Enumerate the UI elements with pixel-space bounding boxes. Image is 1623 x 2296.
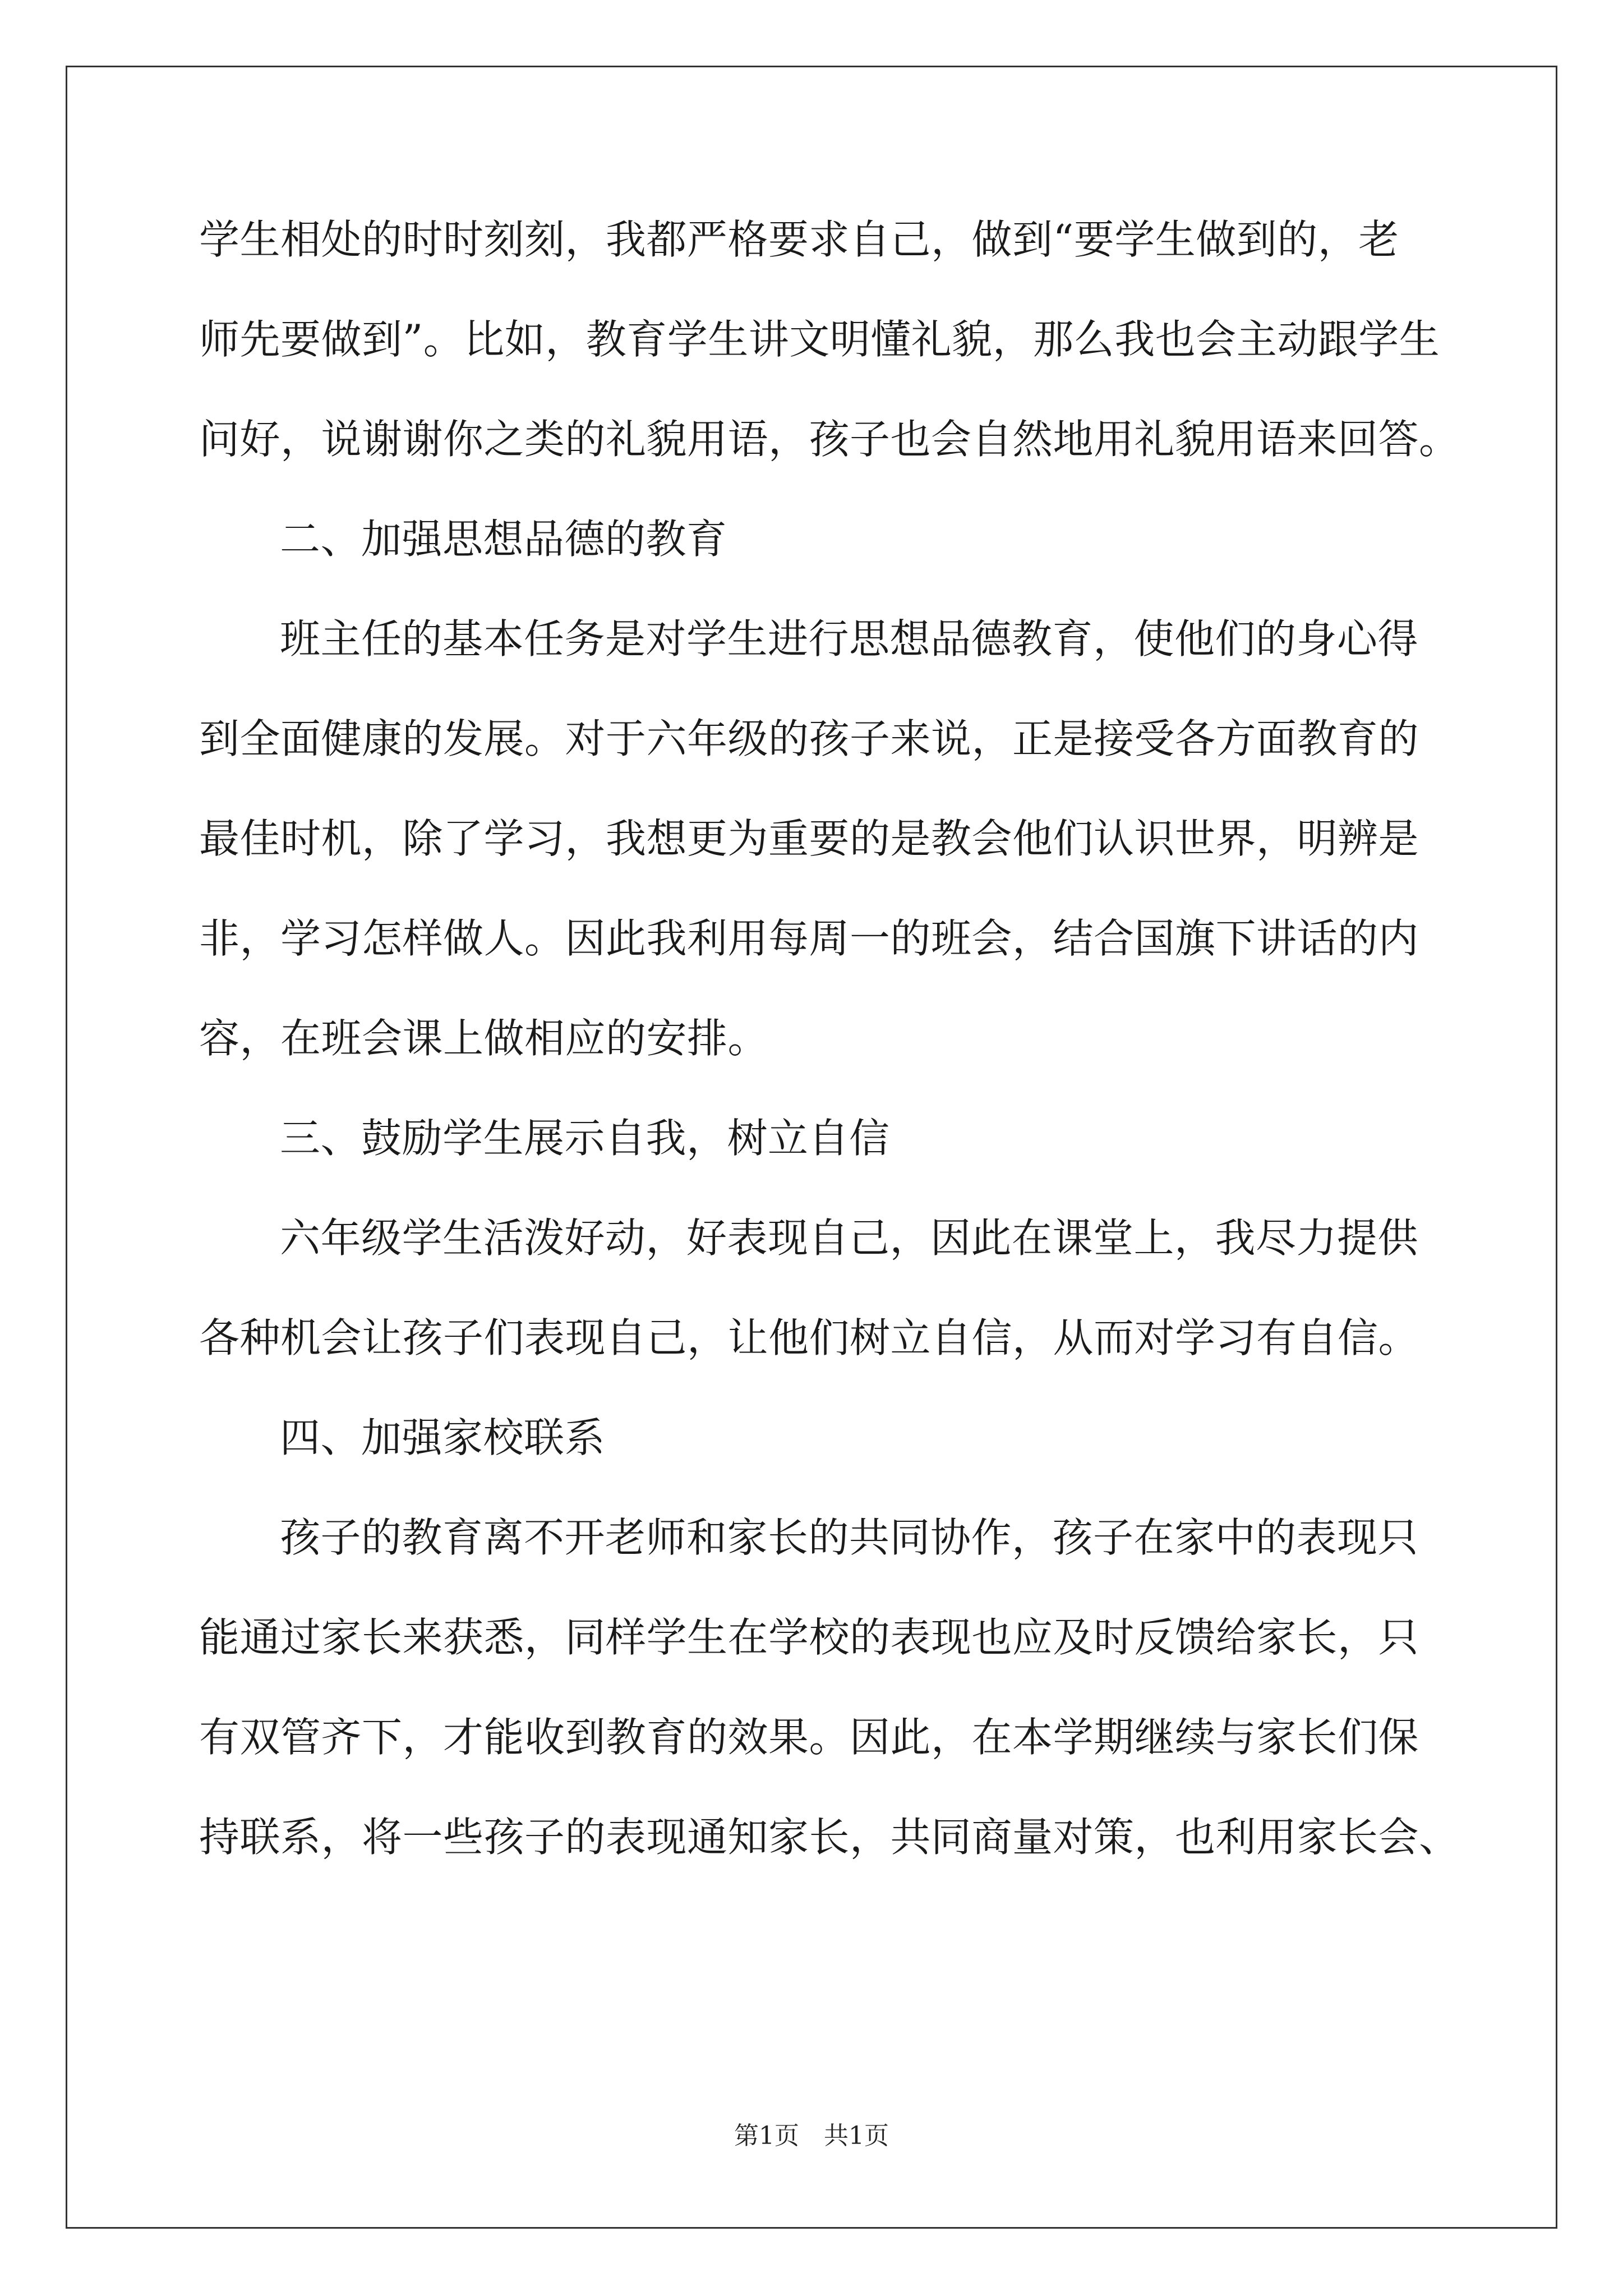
page-footer: 第1页 共1页	[734, 2122, 889, 2150]
text-line: 孩子的教育离不开老师和家长的共同协作，孩子在家中的表现只	[280, 1514, 1419, 1561]
text-line: 能通过家长来获悉，同样学生在学校的表现也应及时反馈给家长，只	[199, 1614, 1419, 1661]
text-line: 到全面健康的发展。对于六年级的孩子来说，正是接受各方面教育的	[199, 715, 1419, 762]
section-heading: 二、加强思想品德的教育	[280, 516, 727, 563]
section-heading: 三、鼓励学生展示自我，树立自信	[280, 1115, 890, 1162]
text-line: 持联系，将一些孩子的表现通知家长，共同商量对策，也利用家长会、	[199, 1814, 1460, 1861]
text-line: 各种机会让孩子们表现自己，让他们树立自信，从而对学习有自信。	[199, 1314, 1419, 1361]
text-line: 非，学习怎样做人。因此我利用每周一的班会，结合国旗下讲话的内	[199, 915, 1419, 962]
document-body	[199, 213, 1460, 1911]
text-line: 最佳时机，除了学习，我想更为重要的是教会他们认识世界，明辨是	[199, 815, 1419, 862]
text-line: 班主任的基本任务是对学生进行思想品德教育，使他们的身心得	[280, 615, 1419, 662]
text-line: 容，在班会课上做相应的安排。	[199, 1015, 769, 1062]
text-line: 有双管齐下，才能收到教育的效果。因此，在本学期继续与家长们保	[199, 1714, 1419, 1761]
text-line: 问好，说谢谢你之类的礼貌用语，孩子也会自然地用礼貌用语来回答。	[199, 416, 1460, 463]
section-heading: 四、加强家校联系	[280, 1414, 606, 1461]
text-line: 学生相处的时时刻刻，我都严格要求自己，做到“要学生做到的，老	[199, 216, 1399, 263]
text-line: 六年级学生活泼好动，好表现自己，因此在课堂上，我尽力提供	[280, 1214, 1419, 1262]
text-line: 师先要做到”。比如，教育学生讲文明懂礼貌，那么我也会主动跟学生	[199, 316, 1440, 363]
